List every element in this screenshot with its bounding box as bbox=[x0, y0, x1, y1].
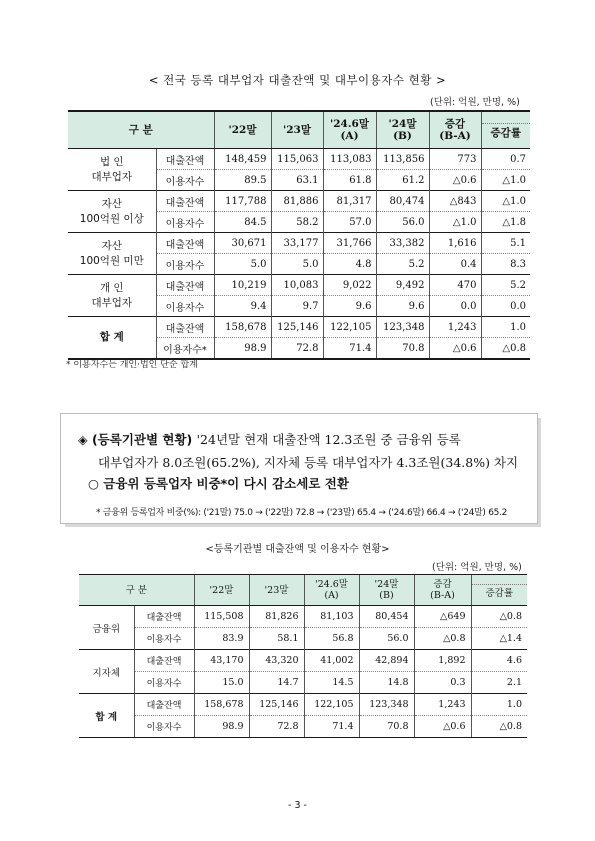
cell: 1,892 bbox=[414, 650, 471, 672]
table-row bbox=[68, 191, 530, 212]
group-label-total: 합 계 bbox=[68, 317, 156, 360]
summary-paragraph bbox=[78, 428, 538, 474]
cell: 148,459 bbox=[214, 149, 271, 170]
cell: △1.0 bbox=[481, 191, 530, 212]
cell: 10,219 bbox=[214, 275, 271, 296]
row-sub-label: 대출잔액 bbox=[156, 317, 214, 338]
table-row bbox=[79, 672, 527, 694]
header-22: '22말 bbox=[214, 111, 271, 149]
cell: 14.7 bbox=[249, 672, 304, 694]
cell: 123,348 bbox=[376, 317, 429, 338]
table-row-total bbox=[68, 317, 530, 338]
cell: 9,492 bbox=[376, 275, 429, 296]
cell: 9.6 bbox=[376, 296, 429, 317]
cell: 41,002 bbox=[304, 650, 359, 672]
header-23: '23말 bbox=[249, 575, 304, 606]
cell: 9.6 bbox=[323, 296, 376, 317]
cell: 71.4 bbox=[304, 716, 359, 738]
cell: 70.8 bbox=[359, 716, 414, 738]
cell: 125,146 bbox=[271, 317, 323, 338]
header-246: '24.6말 (A) bbox=[323, 111, 376, 149]
header-diff: 증감 (B-A) bbox=[429, 111, 481, 149]
cell: 113,856 bbox=[376, 149, 429, 170]
cell: △1.8 bbox=[481, 212, 530, 233]
row-sub-label: 이용자수 bbox=[134, 716, 194, 738]
cell: 43,170 bbox=[194, 650, 249, 672]
row-sub-label: 대출잔액 bbox=[156, 275, 214, 296]
cell: 80,474 bbox=[376, 191, 429, 212]
cell: 72.8 bbox=[249, 716, 304, 738]
row-sub-label: 이용자수 bbox=[156, 212, 214, 233]
table-row bbox=[68, 233, 530, 254]
cell: △843 bbox=[429, 191, 481, 212]
cell: △0.6 bbox=[414, 716, 471, 738]
group-label: 자산 100억원 이상 bbox=[68, 191, 156, 233]
cell: △649 bbox=[414, 606, 471, 628]
summary-line2: 대부업자가 8.0조원(65.2%), 지자체 등록 대부업자가 4.3조원(34.8%) 차지 bbox=[98, 455, 519, 470]
summary-bullet: ○ 금융위 등록업자 비중*이 다시 감소세로 전환 bbox=[88, 476, 349, 491]
cell: 33,382 bbox=[376, 233, 429, 254]
header-rate: 증감률 bbox=[471, 575, 527, 606]
table-row-total bbox=[79, 716, 527, 738]
cell: 43,320 bbox=[249, 650, 304, 672]
cell: 122,105 bbox=[323, 317, 376, 338]
cell: 8.3 bbox=[481, 254, 530, 275]
cell: 113,083 bbox=[323, 149, 376, 170]
cell: 80,454 bbox=[359, 606, 414, 628]
cell: 1,243 bbox=[429, 317, 481, 338]
cell: 1,616 bbox=[429, 233, 481, 254]
cell: 14.8 bbox=[359, 672, 414, 694]
cell: 158,678 bbox=[214, 317, 271, 338]
table2-unit: (단위: 억원, 만명, %) bbox=[432, 562, 522, 573]
summary-footnote: * 금융위 등록업자 비중(%): ('21말) 75.0 → ('22말) 72.8 → ('23말) 65.4 → ('24.6말) 66.4 → ('24말) 65.2 bbox=[96, 508, 508, 518]
cell: 4.8 bbox=[323, 254, 376, 275]
cell: 117,788 bbox=[214, 191, 271, 212]
cell: 56.0 bbox=[359, 628, 414, 650]
page-number: - 3 - bbox=[288, 800, 307, 811]
cell: △1.4 bbox=[471, 628, 527, 650]
summary-line1: '24년말 현재 대출잔액 12.3조원 중 금융위 등록 bbox=[196, 432, 461, 447]
cell: 15.0 bbox=[194, 672, 249, 694]
cell: 5.0 bbox=[214, 254, 271, 275]
cell: 61.8 bbox=[323, 170, 376, 191]
table-row bbox=[79, 628, 527, 650]
cell: 2.1 bbox=[471, 672, 527, 694]
cell: 56.8 bbox=[304, 628, 359, 650]
row-sub-label: 이용자수* bbox=[156, 338, 214, 360]
cell: △0.6 bbox=[429, 170, 481, 191]
cell: 72.8 bbox=[271, 338, 323, 360]
header-246: '24.6말 (A) bbox=[304, 575, 359, 606]
table-row bbox=[68, 149, 530, 170]
table-row-total bbox=[79, 694, 527, 716]
cell: 0.0 bbox=[429, 296, 481, 317]
cell: 0.7 bbox=[481, 149, 530, 170]
header-diff: 증감 (B-A) bbox=[414, 575, 471, 606]
row-sub-label: 이용자수 bbox=[156, 254, 214, 275]
cell: 115,508 bbox=[194, 606, 249, 628]
table2-title: <등록기관별 대출잔액 및 이용자수 현황> bbox=[205, 544, 390, 555]
group-label: 법 인 대부업자 bbox=[68, 149, 156, 191]
cell: 1.0 bbox=[471, 694, 527, 716]
table1-header-row bbox=[68, 111, 530, 149]
cell: 98.9 bbox=[214, 338, 271, 360]
header-24: '24말 (B) bbox=[376, 111, 429, 149]
cell: 123,348 bbox=[359, 694, 414, 716]
cell: 0.0 bbox=[481, 296, 530, 317]
row-sub-label: 이용자수 bbox=[134, 672, 194, 694]
cell: 1,243 bbox=[414, 694, 471, 716]
header-category: 구 분 bbox=[68, 111, 214, 149]
cell: 56.0 bbox=[376, 212, 429, 233]
cell: 14.5 bbox=[304, 672, 359, 694]
cell: 63.1 bbox=[271, 170, 323, 191]
cell: 57.0 bbox=[323, 212, 376, 233]
row-sub-label: 대출잔액 bbox=[134, 694, 194, 716]
header-category: 구 분 bbox=[79, 575, 194, 606]
cell: 71.4 bbox=[323, 338, 376, 360]
cell: 158,678 bbox=[194, 694, 249, 716]
row-sub-label: 대출잔액 bbox=[134, 650, 194, 672]
cell: 61.2 bbox=[376, 170, 429, 191]
cell: 4.6 bbox=[471, 650, 527, 672]
cell: △0.6 bbox=[429, 338, 481, 360]
cell: 31,766 bbox=[323, 233, 376, 254]
cell: 70.8 bbox=[376, 338, 429, 360]
row-sub-label: 대출잔액 bbox=[156, 191, 214, 212]
cell: 81,103 bbox=[304, 606, 359, 628]
cell: 58.2 bbox=[271, 212, 323, 233]
cell: △0.8 bbox=[471, 716, 527, 738]
header-23: '23말 bbox=[271, 111, 323, 149]
cell: 98.9 bbox=[194, 716, 249, 738]
cell: △0.8 bbox=[471, 606, 527, 628]
cell: 30,671 bbox=[214, 233, 271, 254]
cell: 5.2 bbox=[481, 275, 530, 296]
cell: 1.0 bbox=[481, 317, 530, 338]
cell: 9.7 bbox=[271, 296, 323, 317]
cell: 81,317 bbox=[323, 191, 376, 212]
row-sub-label: 이용자수 bbox=[156, 170, 214, 191]
cell: 42,894 bbox=[359, 650, 414, 672]
row-sub-label: 대출잔액 bbox=[134, 606, 194, 628]
group-label: 개 인 대부업자 bbox=[68, 275, 156, 317]
cell: △0.8 bbox=[414, 628, 471, 650]
row-sub-label: 이용자수 bbox=[156, 296, 214, 317]
table-row bbox=[68, 275, 530, 296]
cell: 58.1 bbox=[249, 628, 304, 650]
cell: 0.4 bbox=[429, 254, 481, 275]
cell: 0.3 bbox=[414, 672, 471, 694]
row-sub-label: 대출잔액 bbox=[156, 233, 214, 254]
header-22: '22말 bbox=[194, 575, 249, 606]
header-24: '24말 (B) bbox=[359, 575, 414, 606]
group-label: 지자체 bbox=[79, 650, 134, 694]
row-sub-label: 대출잔액 bbox=[156, 149, 214, 170]
cell: 5.1 bbox=[481, 233, 530, 254]
cell: 115,063 bbox=[271, 149, 323, 170]
cell: 470 bbox=[429, 275, 481, 296]
cell: 81,826 bbox=[249, 606, 304, 628]
cell: 5.0 bbox=[271, 254, 323, 275]
summary-heading: ◈ (등록기관별 현황) bbox=[78, 432, 197, 447]
cell: 5.2 bbox=[376, 254, 429, 275]
cell: 84.5 bbox=[214, 212, 271, 233]
table-row bbox=[79, 650, 527, 672]
cell: 9.4 bbox=[214, 296, 271, 317]
cell: 81,886 bbox=[271, 191, 323, 212]
table2 bbox=[79, 574, 527, 738]
cell: △0.8 bbox=[481, 338, 530, 360]
table1-unit: (단위: 억원, 만명, %) bbox=[430, 97, 520, 108]
cell: 33,177 bbox=[271, 233, 323, 254]
table-row bbox=[79, 606, 527, 628]
header-rate: 증감률 bbox=[481, 111, 530, 149]
table1-note: * 이용자수는 개인·법인 단순 합계 bbox=[66, 360, 198, 370]
cell: 9,022 bbox=[323, 275, 376, 296]
group-label: 금융위 bbox=[79, 606, 134, 650]
cell: 10,083 bbox=[271, 275, 323, 296]
cell: 83.9 bbox=[194, 628, 249, 650]
cell: △1.0 bbox=[481, 170, 530, 191]
cell: 122,105 bbox=[304, 694, 359, 716]
table1-title: < 전국 등록 대부업자 대출잔액 및 대부이용자수 현황 > bbox=[148, 73, 447, 87]
cell: 773 bbox=[429, 149, 481, 170]
cell: 89.5 bbox=[214, 170, 271, 191]
cell: △1.0 bbox=[429, 212, 481, 233]
table2-header-row bbox=[79, 575, 527, 606]
row-sub-label: 이용자수 bbox=[134, 628, 194, 650]
group-label-total: 합 계 bbox=[79, 694, 134, 738]
cell: 125,146 bbox=[249, 694, 304, 716]
table1 bbox=[68, 110, 530, 360]
group-label: 자산 100억원 미만 bbox=[68, 233, 156, 275]
